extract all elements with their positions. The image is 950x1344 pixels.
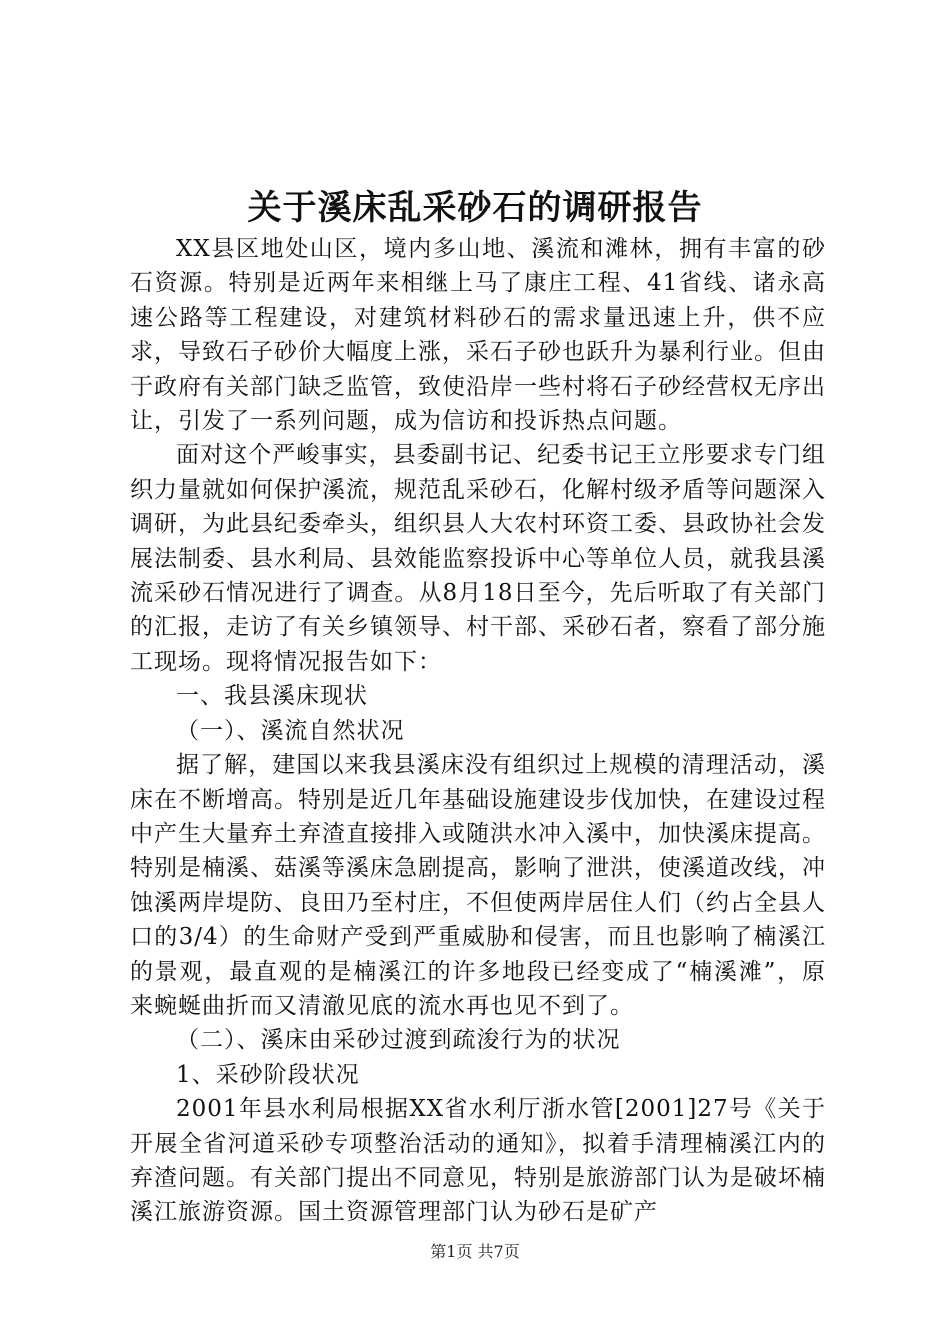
subsection-heading-2: （二）、溪床由采砂过渡到疏浚行为的状况 xyxy=(176,1027,621,1054)
paragraph-intro: XX县区地处山区，境内多山地、溪流和滩林，拥有丰富的砂石资源。特别是近两年来相继上马了康庄工程、41省线、诸永高速公路等工程建设，对建筑材料砂石的需求量迅速上升，供不应求，导致石子砂价大幅度上涨，采石子砂也跃升为暴利行业。但由于政府有关部门缺乏监管，致使沿岸一些村将石子砂经营权无序出让，引发了一系列问题，成为信访和投诉热点问题。 xyxy=(130,236,826,435)
paragraph-sand-mining-stage: 2001年县水利局根据XX省水利厅浙水管[2001]27号《关于开展全省河道采砂专项整治活动的通知》，拟着手清理楠溪江内的弃渣问题。有关部门提出不同意见，特别是旅游部门认为是破坏楠溪江旅游资源。国土资源管理部门认为砂石是矿产 xyxy=(130,1096,826,1226)
subsection-heading-1: （一）、溪流自然状况 xyxy=(176,717,405,744)
paragraph-natural-status: 据了解，建国以来我县溪床没有组织过上规模的清理活动，溪床在不断增高。特别是近几年基础设施建设步伐加快，在建设过程中产生大量弃土弃渣直接排入或随洪水冲入溪中，加快溪床提高。特别是楠溪、菇溪等溪床急剧提高，影响了泄洪，使溪道改线，冲蚀溪两岸堤防、良田乃至村庄，不但使两岸居住人们（约占全县人口的3/4）的生命财产受到严重威胁和侵害，而且也影响了楠溪江的景观，最直观的是楠溪江的许多地段已经变成了“楠溪滩”，原来蜿蜒曲折而又清澈见底的流水再也见不到了。 xyxy=(130,752,826,1019)
document-title: 关于溪床乱采砂石的调研报告 xyxy=(247,188,703,228)
item-heading-1: 1、采砂阶段状况 xyxy=(176,1061,360,1088)
page-number: 第1页 共7页 xyxy=(430,1242,520,1261)
section-heading-1: 一、我县溪床现状 xyxy=(176,683,368,710)
document-body xyxy=(130,232,826,1230)
paragraph-investigation: 面对这个严峻事实，县委副书记、纪委书记王立彤要求专门组织力量就如何保护溪流，规范乱采砂石，化解村级矛盾等问题深入调研，为此县纪委牵头，组织县人大农村环资工委、县政协社会发展法制委、县水利局、县效能监察投诉中心等单位人员，就我县溪流采砂石情况进行了调查。从8月18日至今，先后听取了有关部门的汇报，走访了有关乡镇领导、村干部、采砂石者，察看了部分施工现场。现将情况报告如下： xyxy=(130,442,826,675)
